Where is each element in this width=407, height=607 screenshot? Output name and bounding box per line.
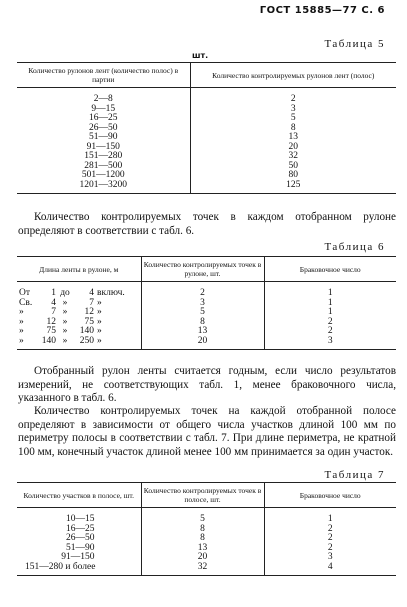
paragraph-3: Количество контролируемых точек на каждой отобранной полосе определяют в зависимости от общего числа участков длиной 100 мм по периметру полосы в соответствии с табл. 7. При длине периметра, не кратной 100 мм, конечный участок длиной менее 100 мм принимается за один участок.	[18, 405, 396, 458]
table6-cell-points: 5	[141, 308, 264, 318]
table6-cell-reject: 1	[264, 282, 396, 299]
table6-cell-reject: 2	[264, 318, 396, 328]
table6-length-part: 250	[79, 335, 94, 346]
table-row	[17, 181, 396, 194]
paragraph-2: Отобранный рулон ленты считается годным, если число результатов измерений, не соответствующих табл. 1, менее браковочного числа, указанного в табл. 6.	[18, 365, 396, 404]
table7-cell-reject: 4	[264, 563, 396, 576]
table5-header-col1: Количество рулонов лент (количество полос) в партии	[17, 63, 190, 88]
table5-cell-batch: 91—150	[86, 141, 120, 152]
table6-length-part: »	[62, 307, 68, 317]
table5-cell-batch: 501—1200	[81, 170, 125, 180]
table5-cell-batch: 9—15	[91, 103, 116, 114]
table5-cell-batch: 26—50	[89, 122, 118, 133]
table6-length-part: Св.	[19, 297, 33, 308]
table6-cell-length	[17, 327, 141, 337]
table6-cell-length	[17, 299, 141, 309]
table6-length-part: »	[62, 335, 68, 346]
page-header: ГОСТ 15885—77 С. 6	[259, 5, 385, 16]
table-row	[17, 133, 396, 143]
table5-cell-count: 50	[190, 162, 396, 172]
table7-cell-segments: 16—25	[66, 523, 95, 534]
table7-cell-points: 13	[141, 544, 264, 554]
table5-cell-count: 3	[190, 105, 396, 115]
table5-cell-count: 13	[190, 133, 396, 143]
table6-length-part: до	[60, 288, 70, 298]
table6-header-col2: Количество контролируемых точек в рулоне, шт.	[141, 257, 264, 282]
table6	[17, 256, 396, 350]
table6-cell-length	[17, 318, 141, 328]
table6-length-part: 4	[89, 288, 94, 298]
table6-cell-reject: 1	[264, 308, 396, 318]
table6-length-part: 75	[84, 316, 94, 327]
table-row	[17, 171, 396, 181]
table5-cell-batch: 151—280	[84, 151, 123, 161]
table-row	[17, 337, 396, 350]
table7-cell-points: 5	[141, 508, 264, 525]
table5	[17, 62, 396, 194]
table7-title: Таблица 7	[324, 469, 385, 481]
table7	[17, 482, 396, 576]
table-row	[17, 105, 396, 115]
table7-cell-reject: 2	[264, 544, 396, 554]
table-row	[17, 143, 396, 153]
table7-cell-reject: 2	[264, 525, 396, 535]
table-row	[17, 508, 396, 525]
table-row	[17, 152, 396, 162]
table6-length-part: 7	[89, 297, 94, 308]
paragraph-1: Количество контролируемых точек в каждом отобранном рулоне определяют в соответствии с табл. 6.	[18, 211, 396, 237]
table5-cell-batch: 51—90	[89, 132, 118, 142]
table6-cell-points: 2	[141, 282, 264, 299]
table-row	[17, 88, 396, 105]
table6-length-part: 1	[51, 288, 56, 298]
table6-length-part: »	[97, 335, 102, 346]
table6-cell-length	[17, 308, 141, 318]
table6-length-part: »	[97, 316, 102, 327]
table5-cell-batch: 281—500	[84, 160, 123, 171]
table6-length-part: »	[19, 316, 24, 327]
table6-length-part: »	[19, 326, 24, 336]
table6-title: Таблица 6	[324, 241, 385, 253]
table6-cell-reject: 3	[264, 337, 396, 350]
table7-cell-segments: 10—15	[66, 514, 95, 524]
table5-unit: шт.	[192, 51, 209, 60]
table7-cell-segments: 51—90	[66, 542, 95, 553]
table5-header-col2: Количество контролируемых рулонов лент (полос)	[190, 63, 396, 88]
table-row	[17, 299, 396, 309]
table7-cell-segments: 26—50	[66, 533, 95, 543]
table6-length-part: »	[97, 297, 102, 308]
table6-cell-points: 3	[141, 299, 264, 309]
table5-cell-count: 5	[190, 114, 396, 124]
table6-length-part: 140	[41, 335, 56, 346]
table7-header-col2: Количество контролируемых точек в полосе, шт.	[141, 483, 264, 508]
table6-cell-length	[17, 337, 141, 350]
table6-length-part: От	[19, 288, 31, 298]
table7-cell-points: 32	[141, 563, 264, 576]
table7-header-col3: Браковочное число	[264, 483, 396, 508]
table7-cell-segments: 151—280 и более	[17, 563, 141, 576]
table6-length-part: 140	[79, 326, 94, 336]
table6-length-part: 4	[51, 297, 56, 308]
table6-header-col3: Браковочное число	[264, 257, 396, 282]
table6-cell-points: 13	[141, 327, 264, 337]
table-row	[17, 563, 396, 576]
table7-cell-reject: 3	[264, 553, 396, 563]
table-row	[17, 114, 396, 124]
table6-length-part: 12	[84, 307, 94, 317]
table6-length-part: »	[62, 326, 68, 336]
table5-cell-count: 20	[190, 143, 396, 153]
table-row	[17, 308, 396, 318]
table7-cell-reject: 2	[264, 534, 396, 544]
table6-length-part: »	[97, 326, 102, 336]
table6-header-col1: Длина ленты в рулоне, м	[17, 257, 141, 282]
table6-length-part: »	[19, 307, 24, 317]
table6-length-part: 7	[51, 307, 56, 317]
table6-cell-points: 20	[141, 337, 264, 350]
table6-cell-reject: 2	[264, 327, 396, 337]
table6-length-part: »	[97, 307, 102, 317]
table-row	[17, 124, 396, 134]
table5-cell-count: 2	[190, 88, 396, 105]
table5-cell-count: 8	[190, 124, 396, 134]
table5-cell-count: 32	[190, 152, 396, 162]
table7-cell-points: 8	[141, 525, 264, 535]
table6-length-part: »	[62, 297, 68, 308]
table-row	[17, 162, 396, 172]
table6-length-part: 75	[46, 326, 56, 336]
table6-length-part: »	[19, 335, 24, 346]
table6-length-part: 12	[46, 316, 56, 327]
table6-length-part: включ.	[97, 288, 125, 298]
table7-header-col1: Количество участков в полосе, шт.	[17, 483, 141, 508]
table7-cell-reject: 1	[264, 508, 396, 525]
table5-cell-batch: 16—25	[89, 113, 118, 123]
table6-cell-points: 8	[141, 318, 264, 328]
table6-length-part: »	[62, 316, 68, 327]
table5-cell-count: 125	[190, 181, 396, 194]
table5-title: Таблица 5	[324, 38, 385, 50]
table-row	[17, 282, 396, 299]
table5-cell-batch: 2—8	[93, 94, 113, 104]
table7-cell-segments: 91—150	[61, 552, 95, 562]
table7-cell-points: 20	[141, 553, 264, 563]
table7-cell-points: 8	[141, 534, 264, 544]
table6-cell-reject: 1	[264, 299, 396, 309]
table5-cell-count: 80	[190, 171, 396, 181]
table5-cell-batch: 1201—3200	[17, 181, 190, 194]
table6-cell-length	[17, 282, 141, 299]
